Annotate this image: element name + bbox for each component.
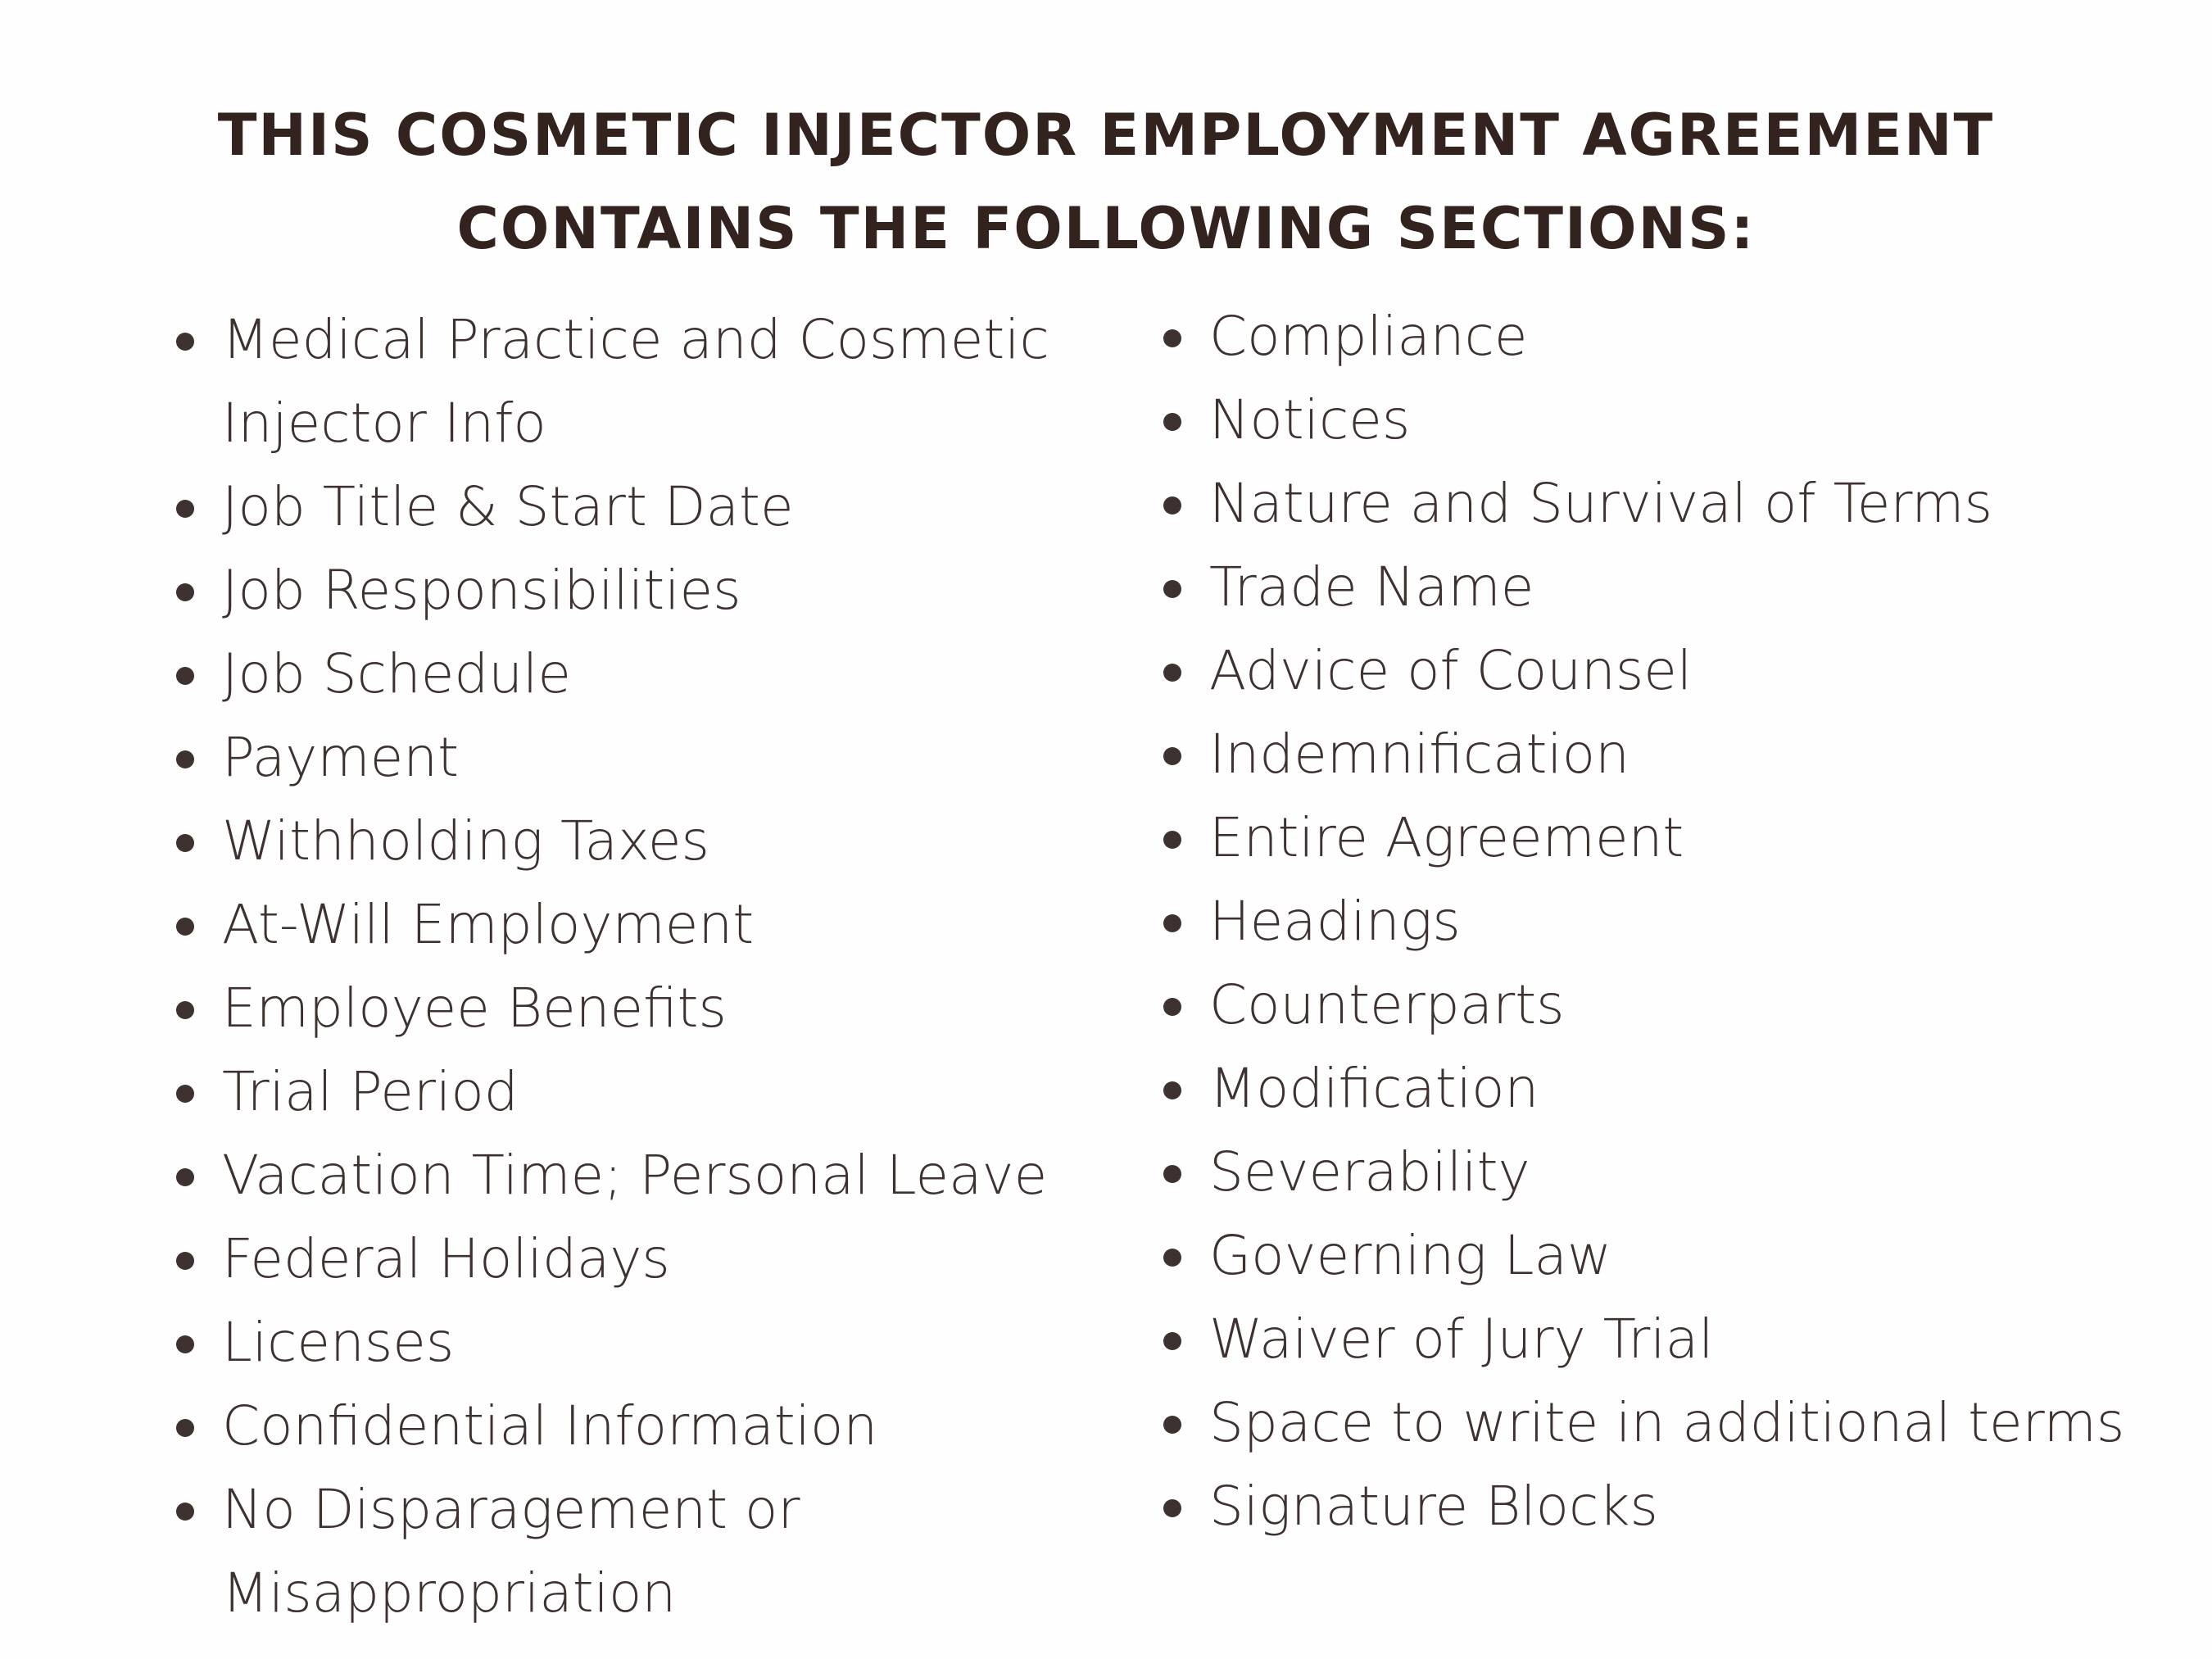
section-list-left [176, 298, 1102, 1635]
bullet-icon [176, 583, 194, 601]
list-item [1163, 713, 2196, 796]
list-item-label: Withholding Taxes [222, 809, 709, 873]
bullet-icon [176, 333, 194, 351]
bullet-icon [1163, 1416, 1181, 1434]
section-list-right [1163, 295, 2196, 1548]
list-item-label: Waiver of Jury Trial [1209, 1308, 1714, 1371]
list-item-label: Space to write in additional terms [1209, 1391, 2125, 1454]
list-item-label: Federal Holidays [222, 1227, 670, 1290]
bullet-icon [1163, 747, 1181, 765]
list-item [176, 549, 1102, 632]
page-title: THIS COSMETIC INJECTOR EMPLOYMENT AGREEMENT CONTAINS THE FOLLOWING SECTIONS: [217, 102, 1995, 262]
list-item-label: Licenses [222, 1311, 455, 1374]
list-item [176, 883, 1102, 967]
bullet-icon [176, 1252, 194, 1270]
list-item [176, 716, 1102, 800]
list-item [1163, 1298, 2196, 1381]
list-item [176, 1134, 1102, 1217]
bullet-icon [176, 1085, 194, 1103]
list-item [1163, 1131, 2196, 1214]
list-item-label: Entire Agreement [1209, 806, 1684, 869]
list-item-label: Severability [1209, 1140, 1530, 1203]
bullet-icon [1163, 1081, 1181, 1099]
list-item [176, 632, 1102, 716]
list-item [1163, 1381, 2196, 1465]
bullet-icon [1163, 1165, 1181, 1183]
list-item [1163, 1465, 2196, 1548]
bullet-icon [176, 1168, 194, 1186]
bullet-icon [1163, 914, 1181, 932]
bullet-icon [176, 500, 194, 518]
bullet-icon [1163, 580, 1181, 598]
list-item-label: Headings [1209, 890, 1461, 953]
list-item [1163, 462, 2196, 546]
list-item-label: Confidential Information [222, 1394, 878, 1457]
list-item-label: Trade Name [1209, 555, 1534, 619]
list-item [176, 1301, 1102, 1385]
bullet-icon [176, 918, 194, 936]
list-item-label: Modification [1209, 1057, 1539, 1120]
list-item [1163, 796, 2196, 880]
list-item-label: Compliance [1209, 305, 1528, 368]
bullet-icon [1163, 831, 1181, 849]
list-item-label: No Disparagement or Misappropriation [222, 1478, 800, 1625]
list-item-label: Vacation Time; Personal Leave [222, 1144, 1048, 1207]
bullet-icon [176, 667, 194, 685]
bullet-icon [1163, 496, 1181, 514]
bullet-icon [176, 1419, 194, 1437]
list-item-label: Counterparts [1209, 973, 1565, 1036]
bullet-icon [176, 1001, 194, 1019]
bullet-icon [1163, 1249, 1181, 1267]
list-item-label: Nature and Survival of Terms [1209, 472, 1992, 535]
bullet-icon [1163, 413, 1181, 431]
bullet-icon [1163, 1499, 1181, 1517]
list-item [176, 1468, 877, 1635]
bullet-icon [176, 1335, 194, 1353]
list-item-label: Medical Practice and Cosmetic Injector Info [222, 308, 1049, 455]
list-item-label: At-Will Employment [222, 893, 755, 956]
bullet-icon [176, 834, 194, 852]
list-item [176, 1217, 1102, 1301]
list-item-label: Indemnification [1209, 723, 1630, 786]
list-item [1163, 1047, 2196, 1131]
list-item [1163, 295, 2196, 378]
list-item [1163, 963, 2196, 1047]
list-item-label: Job Responsibilities [222, 559, 741, 622]
list-item-label: Employee Benefits [222, 977, 727, 1040]
list-item [1163, 880, 2196, 963]
bullet-icon [176, 750, 194, 768]
list-item-label: Governing Law [1209, 1224, 1611, 1287]
list-item [1163, 1214, 2196, 1298]
bullet-icon [1163, 329, 1181, 347]
list-item [1163, 546, 2196, 629]
list-item-label: Job Title & Start Date [222, 475, 794, 538]
list-item-label: Notices [1209, 388, 1411, 451]
list-item-label: Signature Blocks [1209, 1475, 1658, 1538]
bullet-icon [1163, 1332, 1181, 1350]
bullet-icon [1163, 998, 1181, 1016]
list-item [1163, 378, 2196, 462]
bullet-icon [1163, 664, 1181, 682]
list-item-label: Job Schedule [222, 642, 572, 705]
list-item [176, 800, 1102, 883]
bullet-icon [176, 1503, 194, 1521]
list-item [176, 1050, 1102, 1134]
list-item-label: Trial Period [222, 1060, 519, 1123]
list-item [176, 967, 1102, 1050]
list-item [1163, 629, 2196, 713]
list-item [176, 298, 1123, 465]
list-item-label: Payment [222, 726, 459, 789]
list-item-label: Advice of Counsel [1209, 639, 1693, 702]
list-item [176, 465, 1102, 549]
list-item [176, 1385, 1102, 1468]
